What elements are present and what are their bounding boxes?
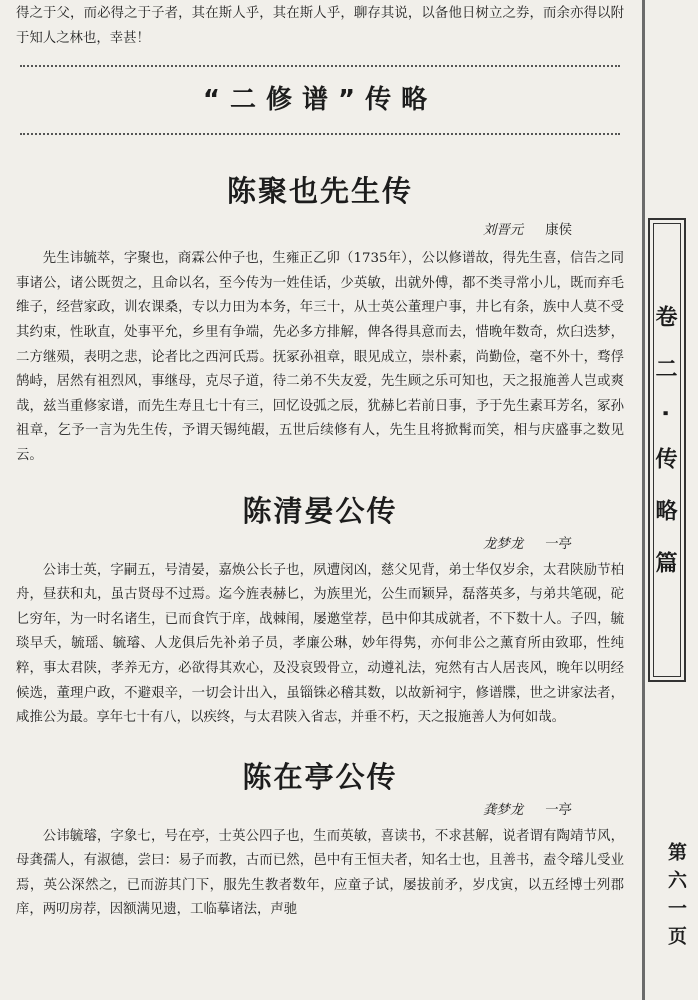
- page-number: 第六一页: [665, 842, 687, 954]
- bio-2-text: 公讳士英，字嗣五，号清晏，嘉焕公长子也，夙遭闵凶，慈父见背，弟士华仅岁余，太君陕励节柏舟，昼获和丸，虽古贤母不过焉。迄今旌表赫匕，为族里光，公生而颖异，磊落英多，与弟共笔砚，砣匕穷年，为一时名诸生，已而食饩于庠，战棘闱，屡邀堂荐，邑中仰其成就者，不下数十人。子四，毓琰早夭，毓瑶、毓璿、人龙俱后先补弟子员，孝廉公琳，妙年得隽，亦何非公之薰育所由致耶，性纯粹，事太君陕，孝养无方，必欲得其欢心，及没哀毁骨立，动遵礼法，宛然有古人居丧风，晚年以明经候选，董理户政，不避艰辛，一切会计出入，虽锱铢必稽其数，以故新祠宇，修谱牒，世之讲家法者，咸推公为最。享年七十有八，以疾终，与太君陕入省志，并垂不朽，天之报施善人为何如哉。: [16, 562, 624, 726]
- top-paragraph: 得之于父，而必得之于子者，其在斯人乎，其在斯人乎，聊存其说，以备他日树立之券，而余亦得以附于知人之林也，幸甚！: [16, 6, 624, 46]
- bio-3-author-name: 龚梦龙: [483, 802, 524, 818]
- bio-2-author-note: 一亭: [545, 536, 572, 552]
- bio-2-author: [16, 533, 624, 557]
- bio-3-author-note: 一亭: [545, 802, 572, 818]
- bio-2-author-name: 龙梦龙: [483, 536, 524, 552]
- bottom-dotted-divider: [20, 133, 620, 135]
- bio-1-author-note: 康侯: [545, 223, 572, 239]
- page-content: [16, 0, 624, 923]
- bio-1-author-name: 刘晋元: [483, 223, 524, 239]
- chapter-side-tab: [648, 218, 686, 682]
- chapter-side-tab-inner-border: [653, 223, 681, 677]
- bio-3-text: 公讳毓璿，字象七，号在亭，士英公四子也，生而英敏，喜读书，不求甚解，说者谓有陶靖节风，母龚孺人，有淑德，尝曰：易子而教，古而已然，邑中有王恒夫者，知名士也，且善书，盍令璿儿受业焉，英公深然之，已而游其门下，服先生教者数年，应童子试，屡拔前矛，岁戊寅，以五经博士列郡庠，两叨房荐，因额满见遗，工临摹诸法，声驰: [16, 828, 624, 918]
- bio-1-text: 先生讳毓萃，字聚也，商霖公仲子也，生雍正乙卯（1735年），公以修谱故，得先生喜，信告之同事诸公，诸公既贺之，且命以名，至今传为一姓佳话，少英敏，出就外傅，都不类寻常小儿，既而弃毛维子，经营家政，训农课桑，专以力田为本务，年三十，从士英公董理户事，井匕有条，族中人莫不受其约束，性耿直，处事平允，乡里有争端，先必多方排解，俾各得具意而去，惜晚年数奇，炊臼迭梦，二方继殒，表明之悲，论者比之西河氏焉。抚冢孙祖章，眼见成立，崇朴素，尚勤俭，毫不外十，骛俘鹄峙，居然有祖烈风，事继母，克尽子道，待二弟不失友爱，先生顾之乐可知也，天之报施善人岂或爽哉，兹当重修家谱，而先生寿且七十有三，回忆设弧之辰，犹赫匕若前日事，予于先生素耳芳名，冢孙祖章，乞予一言为先生传，予谓天锡纯嘏，五世后续修有人，先生且将掀髯而笑，相与庆盛事之数见云。: [16, 251, 624, 463]
- bio-1-title: 陈聚也先生传: [226, 174, 413, 209]
- bio-1-author: [16, 219, 624, 243]
- bio-2-title: 陈清晏公传: [242, 493, 398, 528]
- section-title: “二修谱”传略: [202, 85, 438, 116]
- bio-3-author: [16, 799, 624, 823]
- chapter-side-tab-label: 卷二·传略篇: [652, 304, 677, 604]
- bio-3-title: 陈在亭公传: [242, 759, 398, 794]
